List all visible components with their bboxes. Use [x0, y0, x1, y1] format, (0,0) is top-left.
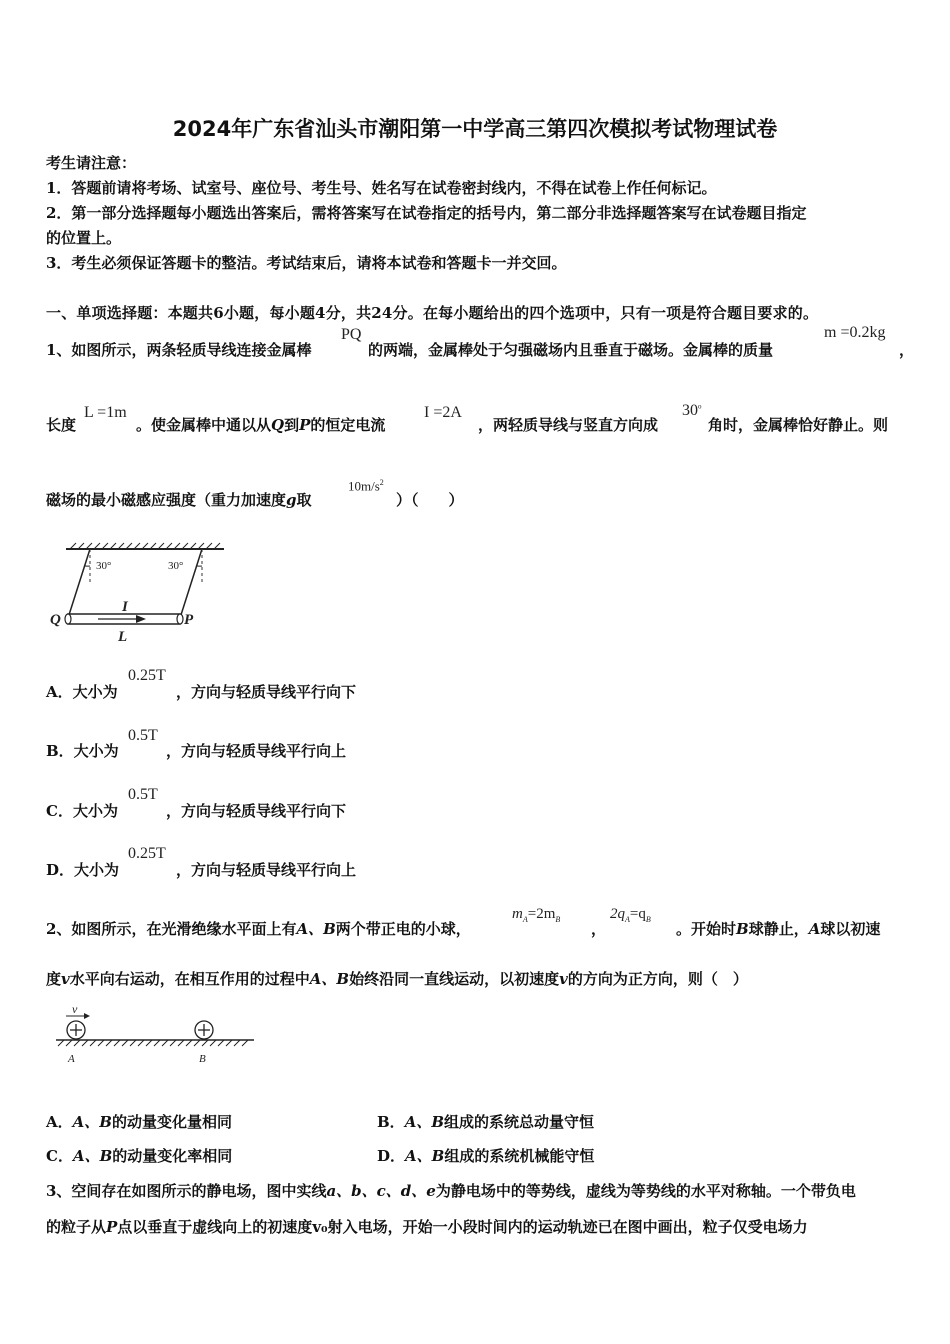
q1-figure-current: I: [122, 599, 128, 615]
q1-text-3c: ）（ ）: [396, 491, 464, 509]
q1-text-2a: 长度: [46, 416, 77, 434]
q1-option-c-value: 0.5T: [128, 786, 158, 803]
q1-option-b: B．大小为: [46, 742, 119, 760]
q2-figure-b: B: [199, 1053, 206, 1065]
q2-option-a: A．A、B的动量变化量相同: [46, 1113, 232, 1131]
q1-option-a-text: ，方向与轻质导线平行向下: [176, 683, 357, 701]
q2-math-charge: $2q_A=q_B$: [610, 906, 651, 924]
q1-option-d: D．大小为: [46, 861, 120, 879]
q1-option-c-text: ，方向与轻质导线平行向下: [166, 802, 347, 820]
q2-option-d: D．A、B组成的系统机械能守恒: [377, 1147, 595, 1165]
q2-option-b: B．A、B组成的系统总动量守恒: [377, 1113, 595, 1131]
q1-math-pq: PQ: [341, 326, 362, 343]
q1-figure: [44, 540, 234, 645]
notice-item-2: 2．第一部分选择题每小题选出答案后，需将答案写在试卷指定的括号内，第二部分非选择题答案写在试卷题目指定: [46, 204, 807, 222]
q2-comma: ，: [591, 920, 607, 938]
q1-option-b-text: ，方向与轻质导线平行向上: [166, 742, 347, 760]
notice-heading: 考生请注意：: [46, 154, 137, 172]
q2-option-c: C．A、B的动量变化率相同: [46, 1147, 233, 1165]
q1-option-a-value: 0.25T: [128, 667, 166, 684]
q1-option-d-text: ，方向与轻质导线平行向上: [176, 861, 357, 879]
q1-math-current: I =2A: [424, 404, 462, 421]
q1-figure-q: Q: [50, 612, 61, 628]
q2-text-2: 度v水平向右运动，在相互作用的过程中A、B始终沿同一直线运动，以初速度v的方向为正方向，则（ ）: [46, 970, 748, 988]
q1-math-mass: m =0.2kg: [824, 324, 886, 341]
q1-math-gravity: $10m/s^2$: [348, 478, 384, 494]
section-heading: 一、单项选择题：本题共6小题，每小题4分，共24分。在每小题给出的四个选项中，只有一项是符合题目要求的。: [46, 304, 819, 322]
q2-figure-a: A: [68, 1053, 75, 1065]
q1-text-2f: 角时，金属棒恰好静止。则: [708, 416, 889, 434]
q1-text-1c: ，: [899, 341, 915, 359]
q1-text-1b: 的两端，金属棒处于匀强磁场内且垂直于磁场。金属棒的质量: [368, 341, 774, 359]
q1-option-b-value: 0.5T: [128, 727, 158, 744]
q1-figure-angle-right: 30°: [168, 560, 184, 572]
notice-item-3: 3．考生必须保证答题卡的整洁。考试结束后，请将本试卷和答题卡一并交回。: [46, 254, 567, 272]
q1-option-a: A．大小为: [46, 683, 118, 701]
q1-text-2e: ，两轻质导线与竖直方向成: [478, 416, 659, 434]
q1-text-1a: 1、如图所示，两条轻质导线连接金属棒: [46, 341, 312, 359]
q1-text-3a: 磁场的最小磁感应强度（重力加速度g取: [46, 491, 312, 509]
q1-math-length: L =1m: [84, 404, 127, 421]
q2-figure-v: v: [72, 1002, 78, 1016]
q3-text-1: 3、空间存在如图所示的静电场，图中实线a、b、c、d、e为静电场中的等势线，虚线为等势线的水平对称轴。一个带负电: [46, 1182, 856, 1200]
q2-figure: [52, 1000, 262, 1070]
q1-figure-angle-left: 30°: [96, 560, 112, 572]
q1-text-2b: 。使金属棒中通以从Q到P的恒定电流: [136, 416, 386, 434]
q2-math-mass: $m_A=2m_B$: [512, 906, 561, 924]
q2-text-1a: 2、如图所示，在光滑绝缘水平面上有A、B两个带正电的小球，: [46, 920, 471, 938]
page-title: 2024年广东省汕头市潮阳第一中学高三第四次模拟考试物理试卷: [172, 117, 778, 141]
q1-option-c: C．大小为: [46, 802, 118, 820]
q1-figure-p: P: [184, 612, 194, 628]
notice-item-2-cont: 的位置上。: [46, 229, 122, 247]
q1-figure-length: L: [118, 629, 128, 645]
q1-option-d-value: 0.25T: [128, 845, 166, 862]
notice-item-1: 1．答题前请将考场、试室号、座位号、考生号、姓名写在试卷密封线内，不得在试卷上作任何标记。: [46, 179, 717, 197]
q1-math-angle: 30$^o$: [682, 402, 702, 419]
q2-text-1c: 。开始时B球静止，A球以初速: [676, 920, 881, 938]
q3-text-2: 的粒子从P点以垂直于虚线向上的初速度v₀射入电场，开始一小段时间内的运动轨迹已在图中画出，粒子仅受电场力: [46, 1218, 808, 1236]
